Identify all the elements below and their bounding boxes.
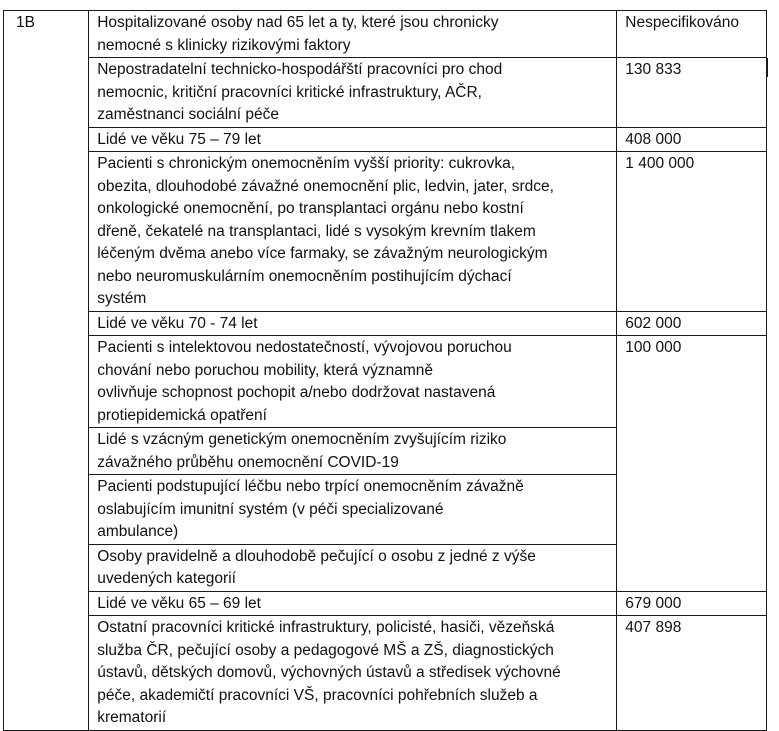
group-cell	[89, 152, 617, 312]
group-text-line: protiepidemická opatření	[97, 406, 267, 424]
group-cell	[89, 336, 617, 428]
group-cell	[89, 58, 617, 128]
count-cell: 407 898	[617, 616, 767, 731]
group-text-line: Lidé ve věku 75 – 79 let	[97, 130, 261, 148]
count-cell: 1 400 000	[617, 152, 767, 312]
group-text-line: Pacienti podstupující léčbu nebo trpící onemocněním závažně	[97, 478, 524, 495]
table-row	[4, 616, 767, 731]
group-text-line: oslabujícím imunitní systém (v péči specializované	[97, 500, 444, 518]
group-text-line: krematorií	[97, 709, 167, 726]
count-cell: 679 000	[617, 591, 767, 616]
group-text-line: uvedených kategorií	[97, 570, 236, 587]
table-row	[4, 11, 767, 58]
group-text-line: systém	[97, 290, 147, 307]
group-cell	[89, 591, 617, 616]
table-row	[4, 591, 767, 616]
group-text-line: Lidé s vzácným genetickým onemocněním zvyšujícím riziko	[97, 431, 507, 448]
count-cell: 602 000	[617, 311, 767, 336]
group-cell	[89, 311, 617, 336]
count-cell: 100 000	[617, 336, 767, 592]
group-text-line: Hospitalizované osoby nad 65 let a ty, které jsou chronicky	[97, 14, 499, 31]
group-text-line: ústavů, dětských domovů, výchovných ústavů a středisek výchovné	[97, 664, 561, 681]
group-cell	[89, 127, 617, 152]
count-cell: 130 833	[617, 58, 767, 128]
table-row	[4, 311, 767, 336]
stray-border-mark	[767, 58, 768, 77]
table-row	[4, 152, 767, 312]
table-row	[4, 127, 767, 152]
group-cell	[89, 475, 617, 545]
group-text-line: Osoby pravidelně a dlouhodobě pečující o osobu z jedné z výše	[97, 547, 536, 565]
group-text-line: služba ČR, pečující osoby a pedagogové MŠ a ZŠ, diagnostických	[97, 641, 554, 659]
group-cell	[89, 544, 617, 591]
group-text-line: ambulance)	[97, 523, 179, 540]
table-row	[4, 336, 767, 428]
group-text-line: Pacienti s chronickým onemocněním vyšší priority: cukrovka,	[97, 155, 516, 172]
group-text-line: obezita, dlouhodobé závažné onemocnění plic, ledvin, jater, srdce,	[97, 177, 554, 195]
group-cell	[89, 616, 617, 731]
group-text-line: chování nebo poruchou mobility, která významně	[97, 361, 433, 379]
group-text-line: nebo neuromuskulárním onemocněním postihujícím dýchací	[97, 267, 512, 285]
group-text-line: nemocné s klinicky rizikovými faktory	[97, 36, 351, 54]
group-text-line: léčeným dvěma anebo více farmaky, se závažným neurologickým	[97, 245, 548, 262]
group-text-line: Ostatní pracovníci kritické infrastruktury, policisté, hasiči, vězeňská	[97, 619, 555, 636]
group-text-line: ovlivňuje schopnost pochopit a/nebo dodržovat nastavená	[97, 384, 496, 401]
group-text-line: zaměstnanci sociální péče	[97, 106, 280, 123]
table-body	[4, 11, 767, 731]
group-cell	[89, 428, 617, 475]
group-text-line: onkologické onemocnění, po transplantaci orgánu nebo kostní	[97, 200, 524, 217]
group-text-line: dřeně, čekatelé na transplantaci, lidé s vysokým krevním tlakem	[97, 222, 536, 240]
count-cell: 408 000	[617, 127, 767, 152]
group-text-line: Lidé ve věku 65 – 69 let	[97, 594, 261, 612]
group-text-line: nemocnic, kritiční pracovníci kritické infrastruktury, AČR,	[97, 83, 482, 101]
group-cell	[89, 11, 617, 58]
group-text-line: Nepostradatelní technicko-hospodářští pracovníci pro chod	[97, 61, 503, 78]
group-text-line: Pacienti s intelektovou nedostatečností, vývojovou poruchou	[97, 339, 512, 356]
table-row	[4, 58, 767, 128]
group-text-line: Lidé ve věku 70 - 74 let	[97, 314, 258, 332]
group-text-line: péče, akademičtí pracovníci VŠ, pracovníci pohřebních služeb a	[97, 686, 538, 704]
group-text-line: závažného průběhu onemocnění COVID-19	[97, 453, 399, 471]
priority-groups-table	[3, 10, 767, 731]
category-code-cell: 1B	[4, 11, 89, 731]
count-cell: Nespecifikováno	[617, 11, 767, 58]
